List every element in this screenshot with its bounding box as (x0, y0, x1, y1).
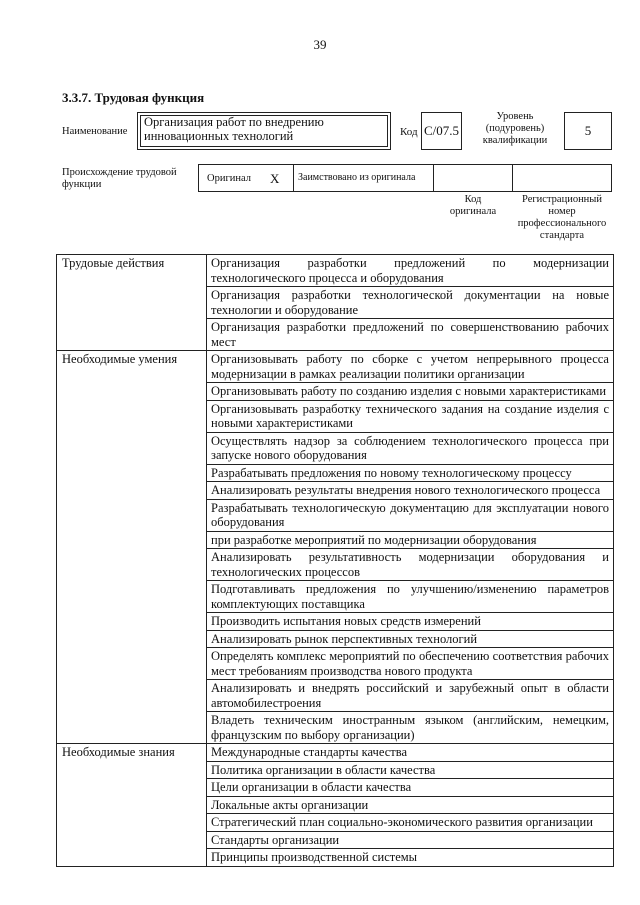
function-name-box (137, 112, 391, 150)
table-row (57, 255, 614, 287)
original-label: Оригинал (207, 173, 251, 184)
item-cell: Стандарты организации (207, 831, 614, 849)
origin-label-line1: Происхождение трудовой (62, 167, 177, 178)
name-label: Наименование (62, 126, 128, 137)
item-cell: Международные стандарты качества (207, 744, 614, 762)
borrowed-label: Заимствовано из оригинала (298, 172, 416, 183)
original-code-caption-line2: оригинала (449, 206, 497, 217)
item-cell: Политика организации в области качества (207, 761, 614, 779)
section-title: 3.3.7. Трудовая функция (62, 90, 205, 105)
item-cell: Подготавливать предложения по улучшению/изменению параметров комплектующих поставщика (207, 581, 614, 613)
function-details-table (56, 254, 614, 867)
page-number: 39 (313, 37, 327, 52)
item-cell: Производить испытания новых средств измерений (207, 613, 614, 631)
table-row (57, 744, 614, 762)
item-cell: Организация разработки предложений по модернизации технологического процесса и оборудования (207, 255, 614, 287)
original-cell (198, 164, 294, 192)
original-code-cell (433, 164, 513, 192)
category-cell: Трудовые действия (57, 255, 207, 351)
item-cell: Разрабатывать технологическую документацию для эксплуатации нового оборудования (207, 499, 614, 531)
item-cell: Анализировать результативность модернизации оборудования и технологических процессов (207, 549, 614, 581)
category-cell: Необходимые умения (57, 351, 207, 744)
level-label (470, 111, 560, 147)
table-row (57, 351, 614, 383)
item-cell: Цели организации в области качества (207, 779, 614, 797)
reg-caption-line2: номер (548, 206, 576, 217)
item-cell: Анализировать и внедрять российский и зарубежный опыт в области автомобилестроения (207, 680, 614, 712)
registration-number-caption (512, 194, 612, 242)
reg-caption-line3: профессионального (517, 218, 607, 229)
function-details-body (57, 255, 614, 867)
item-cell: Локальные акты организации (207, 796, 614, 814)
original-mark: X (270, 171, 280, 186)
origin-label (62, 167, 177, 191)
reg-caption-line1: Регистрационный (522, 194, 602, 205)
original-code-caption (433, 194, 513, 218)
item-cell: Организация разработки технологической документации на новые технологии и оборудование (207, 287, 614, 319)
item-cell: Организовывать работу по сборке с учетом непрерывного процесса модернизации в рамках реализации политики организации (207, 351, 614, 383)
function-name-line2: инновационных технологий (144, 129, 294, 143)
level-label-line1: Уровень (496, 111, 534, 122)
item-cell: при разработке мероприятий по модернизации оборудования (207, 531, 614, 549)
item-cell: Осуществлять надзор за соблюдением технологического процесса при запуске нового оборудования (207, 432, 614, 464)
item-cell: Организовывать разработку технического задания на создание изделия с новыми характеристиками (207, 400, 614, 432)
item-cell: Принципы производственной системы (207, 849, 614, 867)
category-cell: Необходимые знания (57, 744, 207, 867)
origin-label-line2: функции (62, 179, 102, 190)
item-cell: Организация разработки предложений по совершенствованию рабочих мест (207, 319, 614, 351)
original-code-caption-line1: Код (464, 194, 482, 205)
code-value: С/07.5 (421, 112, 462, 150)
level-label-line3: квалификации (482, 135, 548, 146)
origin-row (198, 164, 612, 192)
level-label-line2: (подуровень) (485, 123, 545, 134)
level-value: 5 (564, 112, 612, 150)
item-cell: Организовывать работу по созданию изделия с новыми характеристиками (207, 383, 614, 401)
function-name-line1: Организация работ по внедрению (144, 115, 324, 129)
item-cell: Стратегический план социально-экономического развития организации (207, 814, 614, 832)
item-cell: Разрабатывать предложения по новому технологическому процессу (207, 464, 614, 482)
item-cell: Владеть техническим иностранным языком (английским, немецким, французским по выбору организации) (207, 712, 614, 744)
reg-caption-line4: стандарта (539, 230, 585, 241)
code-label: Код (400, 126, 418, 138)
item-cell: Анализировать рынок перспективных технологий (207, 630, 614, 648)
item-cell: Определять комплекс мероприятий по обеспечению соответствия рабочих мест требованиям производства нового продукта (207, 648, 614, 680)
item-cell: Анализировать результаты внедрения нового технологического процесса (207, 482, 614, 500)
registration-number-cell (512, 164, 612, 192)
borrowed-cell (293, 164, 434, 192)
